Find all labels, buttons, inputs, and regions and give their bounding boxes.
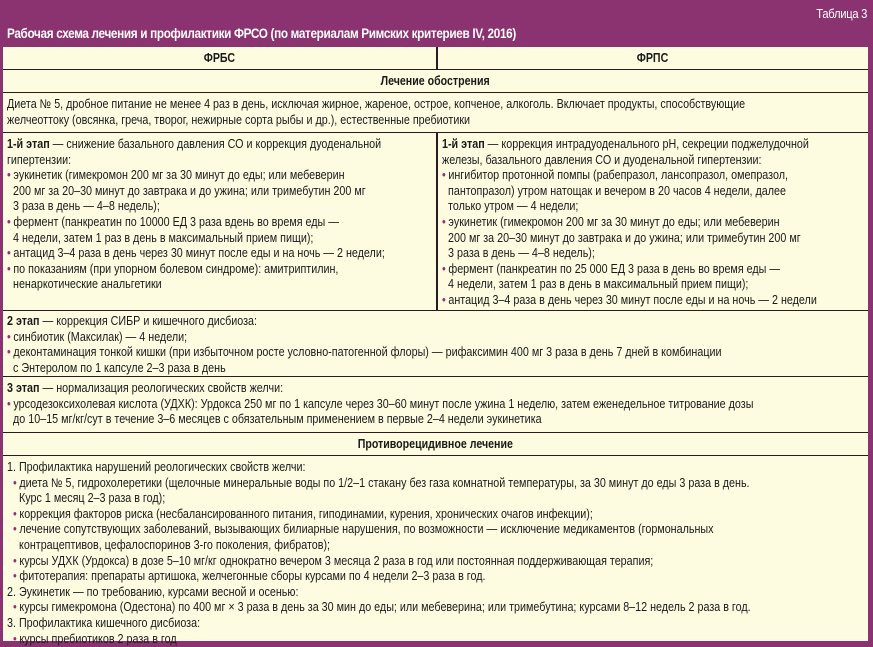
column-header-frps: ФРПС (636, 51, 669, 65)
list-item: • деконтаминация тонкой кишки (при избыточном росте условно-патогенной флоры) — рифаксимин 400 мг 3 раза в день 7 дней в комбинации (7, 345, 722, 360)
list-item: • эукинетик (гимекромон 200 мг за 30 минут до еды; или мебеверин (442, 214, 780, 229)
section-heading-row (3, 433, 868, 456)
table-title: Рабочая схема лечения и профилактики ФРСО (по материалам Римских критериев IV, 2016) (7, 25, 516, 41)
treatment-table (3, 47, 868, 646)
list-item: • антацид 3–4 раза в день через 30 минут после еды и на ночь — 2 недели; (7, 246, 385, 261)
list-item: • диета № 5, гидрохолеретики (щелочные минеральные воды по 1/2–1 стакану без газа комнатной температуры, за 30 минут до еды 3 раза в день. (13, 475, 750, 490)
column-header-row (3, 47, 868, 70)
list-item: • фермент (панкреатин по 25 000 ЕД 3 раза в день во время еды — (442, 261, 781, 276)
list-item: • курсы УДХК (Урдокса) в дозе 5–10 мг/кг однократно вечером 3 месяца 2 раза в год или постоянная поддерживающая терапия; (13, 553, 654, 568)
antirelapse-row (3, 456, 868, 646)
list-item: • курсы гимекромона (Одестона) по 400 мг × 3 раза в день за 30 мин до еды; или мебеверина; или тримебутина; курсами 8–12 недель 2 раза в год. (13, 600, 751, 615)
stage3-text: 3 этап — нормализация реологических свойств желчи: • урсодезоксихолевая кислота (УДХК): Урдокса 250 мг по 1 капсуле через 30–60 минут после ужина 1 неделю, затем еженедельное титрование дозы до 10–15 мг/кг/сут в течение 3–6 месяцев с обязательным применением в первые 2–4 недели эукинетика (7, 381, 754, 427)
column-header-frbs: ФРБС (203, 51, 236, 65)
stage1-frps: 1-й этап — коррекция интрадуоденального pH, секреции поджелудочной железы, базального давления СО и дуоденальной гипертензии: • ингибитор протонной помпы (рабепразол, лансопразол, омепразол, пантопразол) утром натощак и вечером в 20 часов 4 недели, далее только утром — 4 недели; • эукинетик (гимекромон 200 мг за 30 минут до еды; или мебеверин 200 мг за 20–30 минут до завтрака и до ужина; или тримебутин 200 мг 3 раза в день — 4–8 недель); • фермент (панкреатин по 25 000 ЕД 3 раза в день во время еды — 4 недели, затем 1 раз в день в максимальный прием пищи); • антацид 3–4 раза в день через 30 минут после еды и на ночь — 2 недели (442, 137, 817, 307)
list-item: • антацид 3–4 раза в день через 30 минут после еды и на ночь — 2 недели (442, 292, 817, 307)
list-item: • урсодезоксихолевая кислота (УДХК): Урдокса 250 мг по 1 капсуле через 30–60 минут после ужина 1 неделю, затем еженедельное титрование дозы (7, 396, 754, 411)
table-number: Таблица 3 (816, 6, 867, 21)
list-item: • по показаниям (при упорном болевом синдроме): амитриптилин, (7, 261, 339, 276)
stage1-frbs: 1-й этап — снижение базального давления СО и коррекция дуоденальной гипертензии: • эукинетик (гимекромон 200 мг за 30 минут до еды; или мебеверин 200 мг за 20–30 минут до завтрака и до ужина; или тримебутин 200 мг 3 раза в день — 4–8 недель); • фермент (панкреатин по 10000 ЕД 3 раза вдень во время еды — 4 недели, затем 1 раз в день в максимальный прием пищи); • антацид 3–4 раза в день через 30 минут после еды и на ночь — 2 недели; • по показаниям (при упорном болевом синдроме): амитриптилин, ненаркотические анальгетики (7, 137, 385, 292)
section-heading-exacerbation: Лечение обострения (380, 74, 491, 88)
stage3-row (3, 377, 868, 433)
diet-row (3, 93, 868, 133)
list-item: • коррекция факторов риска (несбалансированного питания, гиподинамии, курения, хронических очагов инфекции); (13, 506, 593, 521)
stage2-row (3, 311, 868, 377)
list-item: • синбиотик (Максилак) — 4 недели; (7, 329, 188, 344)
list-item: • курсы пребиотиков 2 раза в год (13, 631, 177, 646)
stage1-row (3, 133, 868, 311)
stage2-text: 2 этап — коррекция СИБР и кишечного дисбиоза: • синбиотик (Максилак) — 4 недели; • деконтаминация тонкой кишки (при избыточном росте условно-патогенной флоры) — рифаксимин 400 мг 3 раза в день 7 дней в комбинации с Энтеролом по 1 капсуле 2–3 раза в день (7, 314, 722, 375)
diet-text: Диета № 5, дробное питание не менее 4 раз в день, исключая жирное, жареное, острое, копченое, алкоголь. Включает продукты, способствующие желчеоттоку (овсянка, греча, творог, нежирные сорта рыбы и др.), естественные пребиотики (7, 97, 746, 127)
list-item: • фермент (панкреатин по 10000 ЕД 3 раза вдень во время еды — (7, 214, 340, 229)
section-heading-antirelapse: Противорецидивное лечение (357, 437, 514, 451)
section-heading-row (3, 70, 868, 93)
list-item: • эукинетик (гимекромон 200 мг за 30 минут до еды; или мебеверин (7, 168, 345, 183)
antirelapse-text: 1. Профилактика нарушений реологических свойств желчи: • диета № 5, гидрохолеретики (щелочные минеральные воды по 1/2–1 стакану без газа комнатной температуры, за 30 минут до еды 3 раза в день. Курс 1 месяц 2–3 раза в год); • коррекция факторов риска (несбалансированного питания, гиподинамии, курения, хронических очагов инфекции); • лечение сопутствующих заболеваний, вызывающих билиарные нарушения, по возможности — исключение медикаментов (гормональных контрацептивов, цефалоспоринов 3-го поколения, фибратов); • курсы УДХК (Урдокса) в дозе 5–10 мг/кг однократно вечером 3 месяца 2 раза в год или постоянная поддерживающая терапия; • фитотерапия: препараты артишока, желчегонные сборы курсами по 4 недели 2–3 раза в год. 2. Эукинетик — по требованию, курсами весной и осенью: • курсы гимекромона (Одестона) по 400 мг × 3 раза в день за 30 мин до еды; или мебеверина; или тримебутина; курсами 8–12 недель 2 раза в год. 3. Профилактика кишечного дисбиоза: • курсы пребиотиков 2 раза в год (7, 460, 751, 646)
list-item: • ингибитор протонной помпы (рабепразол, лансопразол, омепразол, (442, 168, 788, 183)
list-item: • фитотерапия: препараты артишока, желчегонные сборы курсами по 4 недели 2–3 раза в год. (13, 569, 486, 584)
column-divider (436, 133, 438, 310)
list-item: • лечение сопутствующих заболеваний, вызывающих билиарные нарушения, по возможности — исключение медикаментов (гормональных (13, 522, 714, 537)
